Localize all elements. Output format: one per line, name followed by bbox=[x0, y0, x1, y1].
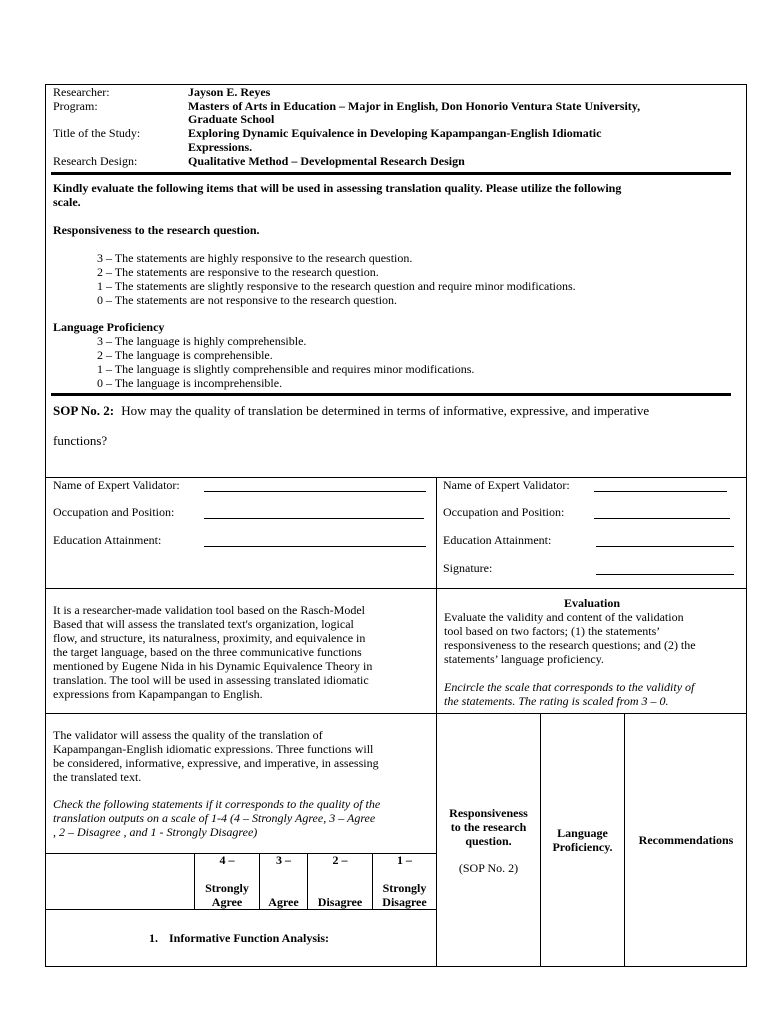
column-divider bbox=[436, 477, 437, 967]
section-title bbox=[149, 931, 329, 945]
left-occupation-field[interactable] bbox=[204, 518, 424, 519]
design-value: Qualitative Method – Developmental Research Design bbox=[188, 154, 465, 168]
evaluation-italic-line: the statements. The rating is scaled from 3 – 0. bbox=[444, 694, 669, 708]
responsiveness-header-line1: Responsiveness bbox=[449, 806, 528, 820]
program-value-line2: Graduate School bbox=[188, 112, 275, 126]
right-education-label: Education Attainment: bbox=[443, 533, 552, 547]
right-name-label: Name of Expert Validator: bbox=[443, 478, 570, 492]
responsiveness-header-line3: question. bbox=[465, 834, 512, 848]
responsiveness-scale-item: 0 – The statements are not responsive to the research question. bbox=[97, 293, 398, 307]
sop-question-line2: functions? bbox=[53, 433, 108, 448]
language-scale-item: 0 – The language is incomprehensible. bbox=[97, 376, 283, 390]
assessment-italic-line: Check the following statements if it corresponds to the quality of the bbox=[53, 797, 381, 811]
signature-label: Signature: bbox=[443, 561, 493, 575]
language-header-line2: Proficiency. bbox=[552, 840, 613, 854]
title-value-line1: Exploring Dynamic Equivalence in Developing Kapampangan-English Idiomatic bbox=[188, 126, 602, 140]
left-education-label: Education Attainment: bbox=[53, 533, 162, 547]
assessment-line: be considered, informative, expressive, and imperative, in assessing bbox=[53, 756, 379, 770]
rating-2-label: Disagree bbox=[317, 895, 363, 909]
rating-1-number: 1 – bbox=[397, 853, 412, 867]
evaluation-line: statements’ language proficiency. bbox=[444, 652, 604, 666]
validator-divider bbox=[45, 588, 747, 589]
assessment-line: the translated text. bbox=[53, 770, 142, 784]
researcher-value: Jayson E. Reyes bbox=[188, 85, 271, 99]
assessment-line: Kapampangan-English idiomatic expressions. Three functions will bbox=[53, 742, 374, 756]
responsiveness-scale-item: 2 – The statements are responsive to the research question. bbox=[97, 265, 379, 279]
responsiveness-scale-item: 3 – The statements are highly responsive to the research question. bbox=[97, 251, 413, 265]
left-education-field[interactable] bbox=[204, 546, 426, 547]
assessment-italic-line: translation outputs on a scale of 1-4 (4 – Strongly Agree, 3 – Agree bbox=[53, 811, 376, 825]
description-line: It is a researcher-made validation tool based on the Rasch-Model bbox=[53, 603, 365, 617]
evaluation-line: Evaluate the validity and content of the validation bbox=[444, 610, 684, 624]
rating-4-label-line1: Strongly bbox=[205, 881, 249, 895]
header-divider bbox=[51, 172, 731, 175]
rating-1-label-line1: Strongly bbox=[382, 881, 427, 895]
rating-1-label-line2: Disagree bbox=[382, 895, 427, 909]
sop-label: SOP No. 2: bbox=[53, 403, 115, 418]
description-line: expressions from Kapampangan to English. bbox=[53, 687, 263, 701]
left-name-label: Name of Expert Validator: bbox=[53, 478, 180, 492]
evaluation-italic-line: Encircle the scale that corresponds to the validity of bbox=[444, 680, 695, 694]
rating-3-number: 3 – bbox=[276, 853, 291, 867]
left-name-field[interactable] bbox=[204, 491, 426, 492]
title-value-line2: Expressions. bbox=[188, 140, 253, 154]
description-line: mentioned by Eugene Nida in his Dynamic Equivalence Theory in bbox=[53, 659, 373, 673]
rating-4-number: 4 – bbox=[219, 853, 235, 867]
rating-4-label-line2: Agree bbox=[211, 895, 243, 909]
assessment-italic-line: , 2 – Disagree , and 1 - Strongly Disagree) bbox=[53, 825, 258, 839]
description-divider bbox=[45, 713, 747, 714]
section-title-text: Informative Function Analysis: bbox=[169, 931, 330, 945]
language-heading: Language Proficiency bbox=[53, 320, 165, 334]
program-value-line1: Masters of Arts in Education – Major in English, Don Honorio Ventura State University, bbox=[188, 99, 641, 113]
rating-3-label: Agree bbox=[268, 895, 299, 909]
section-number: 1. bbox=[149, 931, 158, 945]
language-scale-item: 1 – The language is slightly comprehensible and requires minor modifications. bbox=[97, 362, 475, 376]
right-occupation-field[interactable] bbox=[594, 518, 730, 519]
left-occupation-label: Occupation and Position: bbox=[53, 505, 175, 519]
instructions-intro-line1: Kindly evaluate the following items that will be used in assessing translation quality. Please utilize the following bbox=[53, 181, 622, 195]
assessment-line: The validator will assess the quality of the translation of bbox=[53, 728, 323, 742]
description-line: flow, and structure, its naturalness, proximity, and equivalence in bbox=[53, 631, 366, 645]
responsiveness-heading: Responsiveness to the research question. bbox=[53, 223, 260, 237]
title-label: Title of the Study: bbox=[53, 126, 141, 140]
right-name-field[interactable] bbox=[594, 491, 727, 492]
description-line: Based that will assess the translated text's organization, logical bbox=[53, 617, 354, 631]
right-education-field[interactable] bbox=[596, 546, 734, 547]
right-occupation-label: Occupation and Position: bbox=[443, 505, 565, 519]
evaluation-heading: Evaluation bbox=[563, 596, 620, 610]
language-scale-item: 3 – The language is highly comprehensible. bbox=[97, 334, 307, 348]
design-label: Research Design: bbox=[53, 154, 138, 168]
description-line: translation. The tool will be used in assessing translated idiomatic bbox=[53, 673, 369, 687]
recommendations-header: Recommendations bbox=[638, 833, 734, 847]
rating-header-bottom-border bbox=[45, 909, 436, 910]
responsiveness-header-line2: to the research bbox=[450, 820, 527, 834]
instructions-divider bbox=[51, 393, 731, 396]
evaluation-line: tool based on two factors; (1) the statements’ bbox=[444, 624, 661, 638]
language-header-line1: Language bbox=[557, 826, 608, 840]
responsiveness-scale-item: 1 – The statements are slightly responsive to the research question and require minor modifications. bbox=[97, 279, 576, 293]
sop-question bbox=[53, 403, 649, 418]
rating-2-number: 2 – bbox=[332, 853, 348, 867]
description-line: the target language, based on the three communicative functions bbox=[53, 645, 362, 659]
language-scale-item: 2 – The language is comprehensible. bbox=[97, 348, 273, 362]
researcher-label: Researcher: bbox=[53, 85, 110, 99]
program-label: Program: bbox=[53, 99, 98, 113]
signature-field[interactable] bbox=[596, 574, 734, 575]
sop-reference: (SOP No. 2) bbox=[458, 861, 519, 875]
instructions-intro-line2: scale. bbox=[53, 195, 81, 209]
evaluation-line: responsiveness to the research questions; and (2) the bbox=[444, 638, 696, 652]
sop-question-line1: How may the quality of translation be determined in terms of informative, expressive, and imperative bbox=[121, 403, 650, 418]
